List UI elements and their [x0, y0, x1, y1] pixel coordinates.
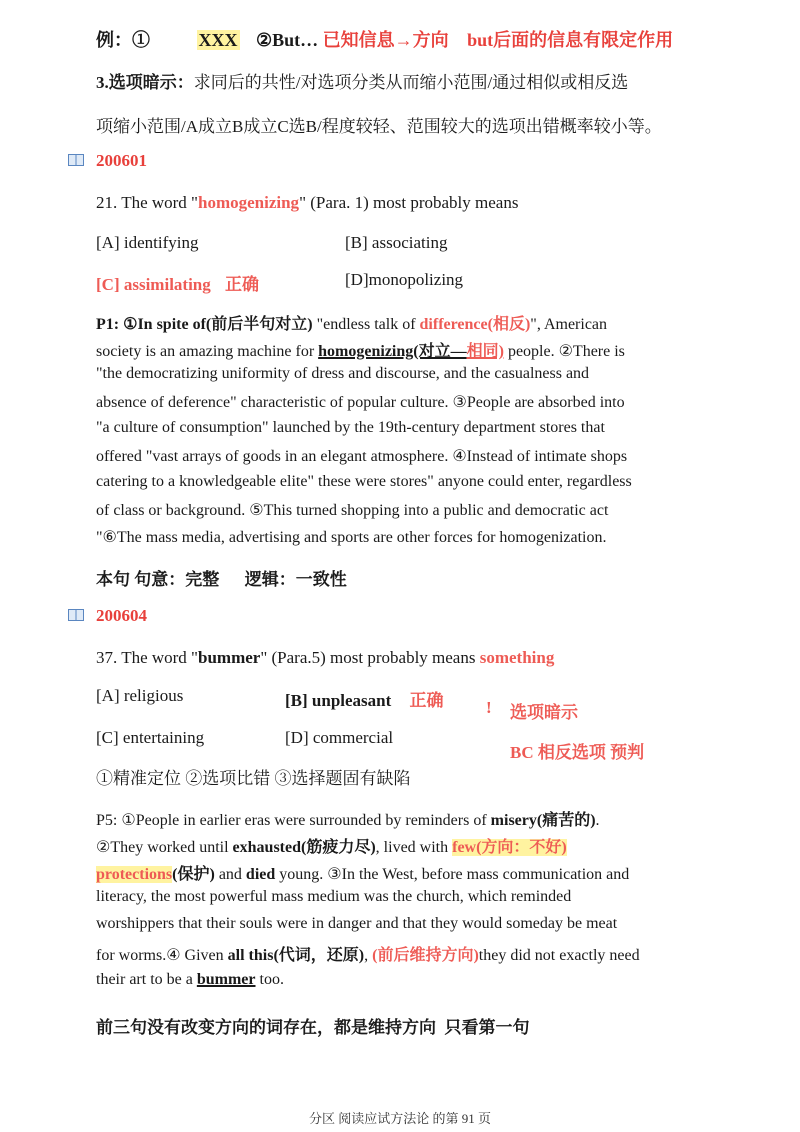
- p5-l1b: misery(痛苦的): [490, 812, 596, 829]
- p1-line-9: "⑥The mass media, advertising and sports are other forces for homogenization.: [96, 529, 607, 546]
- option-b-2-note: 正确: [409, 691, 444, 710]
- option-c-2: [C] entertaining: [96, 728, 205, 747]
- p5-l6d: (前后维持方向): [372, 947, 479, 964]
- side-note-2: BC 相反选项 预判: [510, 743, 645, 762]
- p5-l7c: too.: [255, 971, 284, 988]
- example-known: 已知信息→方向: [322, 30, 449, 50]
- page-footer: 分区 阅读应试方法论 的第 91 页: [308, 1111, 491, 1126]
- p5-l6c: ,: [364, 947, 373, 964]
- example-note: but后面的信息有限定作用: [467, 30, 674, 50]
- p1-l1b: "endless talk of: [312, 316, 420, 333]
- p1-line-3: "the democratizing uniformity of dress and discourse, and the casualness and: [96, 365, 590, 382]
- question-21: [96, 193, 518, 213]
- option-b-2: [285, 686, 444, 711]
- hint-line-1: [96, 68, 628, 93]
- question-37: [96, 648, 554, 668]
- p5-l1c: .: [595, 812, 600, 829]
- p5-l3b: (保护): [172, 866, 215, 883]
- p5-l7a: their art to be a: [96, 971, 197, 988]
- p5-l2d: few(方向：不好): [452, 839, 567, 856]
- tips-line: ①精准定位 ②选项比错 ③选择题固有缺陷: [96, 769, 411, 788]
- p1-line-8: of class or background. ⑤This turned shopping into a public and democratic act: [96, 502, 609, 519]
- option-a-1: [A] identifying: [96, 233, 199, 252]
- option-d-2: [D] commercial: [285, 728, 394, 747]
- notebook-icon: [68, 154, 84, 166]
- p1-line-4: absence of deference" characteristic of popular culture. ③People are absorbed into: [96, 394, 625, 411]
- p5-line-4: literacy, the most powerful mass medium was the church, which reminded: [96, 888, 572, 905]
- p5-l6a: for worms.④ Given: [96, 947, 228, 964]
- p1-l1d: ", American: [530, 316, 608, 333]
- section-code-2: 200604: [96, 606, 147, 625]
- p1-line-7: catering to a knowledgeable elite" these were stores" anyone could enter, regardless: [96, 473, 632, 490]
- question-37-mid: " (Para.5) most probably means: [260, 648, 480, 667]
- option-c-1-text: [C] assimilating: [96, 275, 211, 294]
- p5-l1a: P5: ①People in earlier eras were surrounded by reminders of: [96, 812, 491, 829]
- p5-l2a: ②They worked until: [96, 839, 233, 856]
- p5-l6e: they did not exactly need: [478, 947, 640, 964]
- question-37-word: bummer: [198, 648, 261, 667]
- p5-line-5: worshippers that their souls were in danger and that they would someday be meat: [96, 915, 618, 932]
- p5-l7b: bummer: [196, 971, 256, 988]
- conclusion: 前三句没有改变方向的词存在，都是维持方向 只看第一句: [96, 1018, 530, 1037]
- p5-l6b: all this(代词，还原): [227, 947, 365, 964]
- hint-title: 3.选项暗示：: [96, 73, 194, 92]
- hint-text-1: 求同后的共性/对选项分类从而缩小范围/通过相似或相反选: [193, 73, 629, 92]
- option-d-1: [D]monopolizing: [345, 270, 464, 289]
- question-37-tail: something: [479, 648, 555, 667]
- p1-l1c: difference(相反): [419, 316, 531, 333]
- p1-l1a: P1: ①In spite of(前后半句对立): [96, 316, 313, 333]
- p1-l2b: homogenizing(对立—: [318, 343, 467, 360]
- question-21-word: homogenizing: [198, 193, 300, 212]
- example-but: ②But…: [256, 30, 319, 50]
- p5-l3a: protections: [96, 866, 173, 883]
- p5-l2c: , lived with: [375, 839, 453, 856]
- side-note-1: 选项暗示: [510, 703, 578, 722]
- notebook-icon: [68, 609, 84, 621]
- p1-l2d: people. ②There is: [503, 343, 625, 360]
- p1-l2c: 相同): [466, 343, 504, 360]
- p5-line-2: [96, 834, 567, 857]
- option-b-1: [B] associating: [345, 233, 448, 252]
- p5-l3e: young. ③In the West, before mass communication and: [275, 866, 630, 883]
- option-c-1: [96, 270, 259, 295]
- summary-1: 本句 句意：完整 逻辑：一致性: [96, 570, 347, 589]
- p1-line-1: [96, 311, 607, 334]
- option-b-2-text: [B] unpleasant: [285, 691, 392, 710]
- p1-line-6: offered "vast arrays of goods in an elegant atmosphere. ④Instead of intimate shops: [96, 448, 628, 465]
- option-a-2: [A] religious: [96, 686, 184, 705]
- section-code-1: 200601: [96, 151, 147, 170]
- side-mark: !: [486, 698, 492, 717]
- question-37-pre: 37. The word ": [96, 648, 198, 667]
- p5-l3c: and: [214, 866, 246, 883]
- p5-l2b: exhausted(筋疲力尽): [232, 839, 376, 856]
- p1-l2a: society is an amazing machine for: [96, 343, 319, 360]
- question-21-post: " (Para. 1) most probably means: [299, 193, 519, 212]
- p1-line-2: [96, 338, 625, 361]
- p5-line-7: [96, 971, 284, 989]
- p5-line-6: [96, 942, 640, 965]
- hint-line-2: 项缩小范围/A成立B成立C选B/程度较轻、范围较大的选项出错概率较小等。: [96, 117, 662, 136]
- p5-line-3: [96, 861, 629, 884]
- p1-line-5: "a culture of consumption" launched by the 19th-century department stores that: [96, 419, 605, 436]
- p5-line-1: [96, 807, 600, 830]
- example-xxx: XXX: [198, 30, 238, 50]
- option-c-1-note: 正确: [225, 275, 259, 294]
- example-label: 例：①: [96, 30, 150, 50]
- p5-l3d: died: [245, 866, 276, 883]
- question-21-pre: 21. The word ": [96, 193, 198, 212]
- example-line: [96, 26, 673, 52]
